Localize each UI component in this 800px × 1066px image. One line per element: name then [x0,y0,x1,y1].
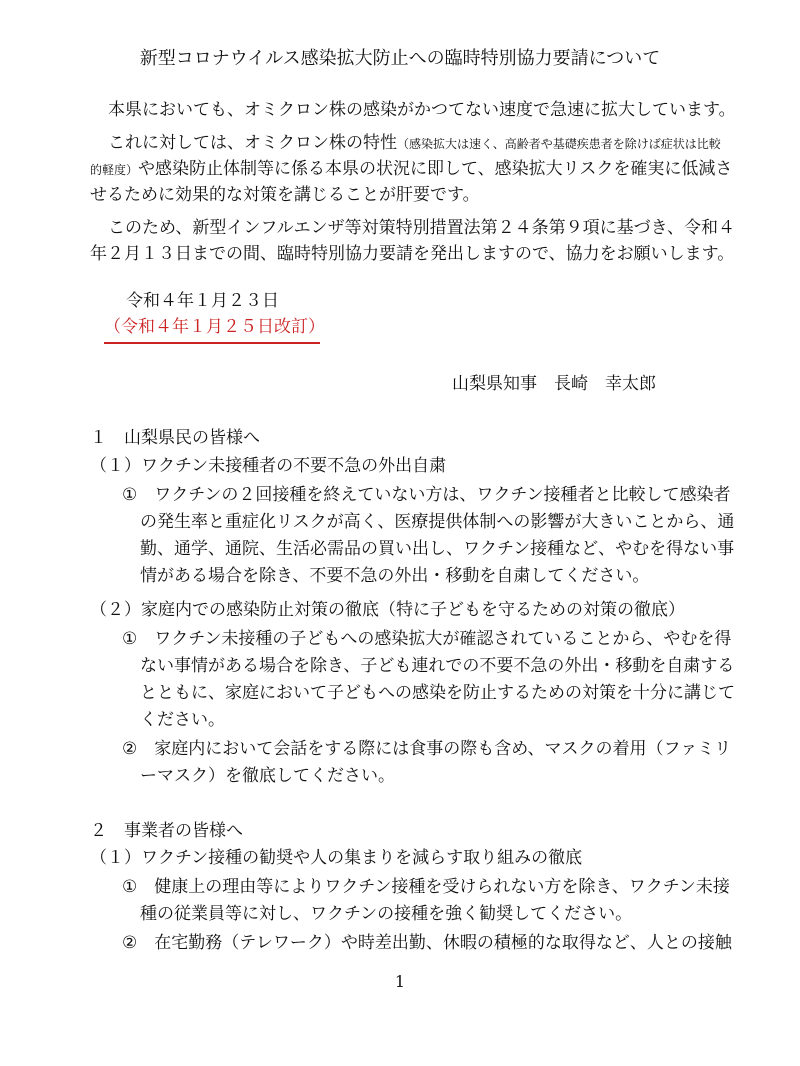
section-1-1-heading: （１）ワクチン未接種者の不要不急の外出自粛 [90,456,447,476]
section-2-heading: ２ 事業者の皆様へ [90,821,243,841]
section-1-1-item-1-line-4: 情がある場合を除き、不要不急の外出・移動を自粛してください。 [140,566,650,586]
section-1-2-heading: （２）家庭内での感染防止対策の徹底（特に子どもを守るための対策の徹底） [90,600,685,620]
intro-paragraph-1: 本県においても、オミクロン株の感染がかつてない速度で急速に拡大しています。 [108,100,736,120]
section-2-1-item-1-line-1: ① 健康上の理由等によりワクチン接種を受けられない方を除き、ワクチン未接 [122,877,730,897]
intro-paragraph-2-line-1 [108,131,721,156]
section-1-2-item-1-line-3: とともに、家庭において子どもへの感染を防止するための対策を十分に講じて [140,683,735,703]
intro-paragraph-2-note-end: 的軽度） [90,163,139,177]
section-2-1-heading: （１）ワクチン接種の勧奨や人の集まりを減らす取り組みの徹底 [90,848,583,868]
intro-paragraph-2-line-2 [90,157,732,182]
section-1-1-item-1-line-1: ① ワクチンの２回接種を終えていない方は、ワクチン接種者と比較して感染者 [122,485,731,505]
section-2-1-item-2-line-1: ② 在宅勤務（テレワーク）や時差出勤、休暇の積極的な取得など、人との接触 [122,933,732,953]
governor-signature: 山梨県知事 長崎 幸太郎 [452,374,656,394]
intro-paragraph-2-text-cont: や感染防止体制等に係る本県の状況に即して、感染拡大リスクを確実に低減さ [138,159,733,179]
section-2-1-item-1-line-2: 種の従業員等に対し、ワクチンの接種を強く勧奨してください。 [140,904,633,924]
section-1-heading: １ 山梨県民の皆様へ [90,428,260,448]
revision-underline [104,342,320,344]
document-title: 新型コロナウイルス感染拡大防止への臨時特別協力要請について [139,48,661,69]
issue-date: 令和４年１月２３日 [126,291,279,311]
intro-paragraph-2-line-3: せるために効果的な対策を講じることが肝要です。 [90,185,480,205]
intro-paragraph-2-note: （感染拡大は速く、高齢者や基礎疾患者を除けば症状は比較 [397,137,721,151]
intro-paragraph-3-line-1: このため、新型インフルエンザ等対策特別措置法第２４条第９項に基づき、令和４ [108,218,735,238]
revision-date: （令和４年１月２５日改訂） [104,317,325,337]
section-1-2-item-2-line-2: ーマスク）を徹底してください。 [140,766,395,786]
section-1-1-item-1-line-3: 勤、通学、通院、生活必需品の買い出し、ワクチン接種など、やむを得ない事 [140,539,735,559]
section-1-2-item-1-line-2: ない事情がある場合を除き、子ども連れでの不要不急の外出・移動を自粛する [140,656,735,676]
section-1-2-item-1-line-1: ① ワクチン未接種の子どもへの感染拡大が確認されていることから、やむを得 [122,629,732,649]
section-1-2-item-2-line-1: ② 家庭内において会話をする際には食事の際も含め、マスクの着用（ファミリ [122,739,732,759]
section-1-1-item-1-line-2: の発生率と重症化リスクが高く、医療提供体制への影響が大きいことから、通 [140,512,735,532]
page-number: 1 [394,972,406,991]
section-1-2-item-1-line-4: ください。 [140,710,225,730]
intro-paragraph-3-line-2: 年２月１３日までの間、臨時特別協力要請を発出しますので、協力をお願いします。 [90,244,735,264]
intro-paragraph-2-text: これに対しては、オミクロン株の特性 [108,133,397,153]
